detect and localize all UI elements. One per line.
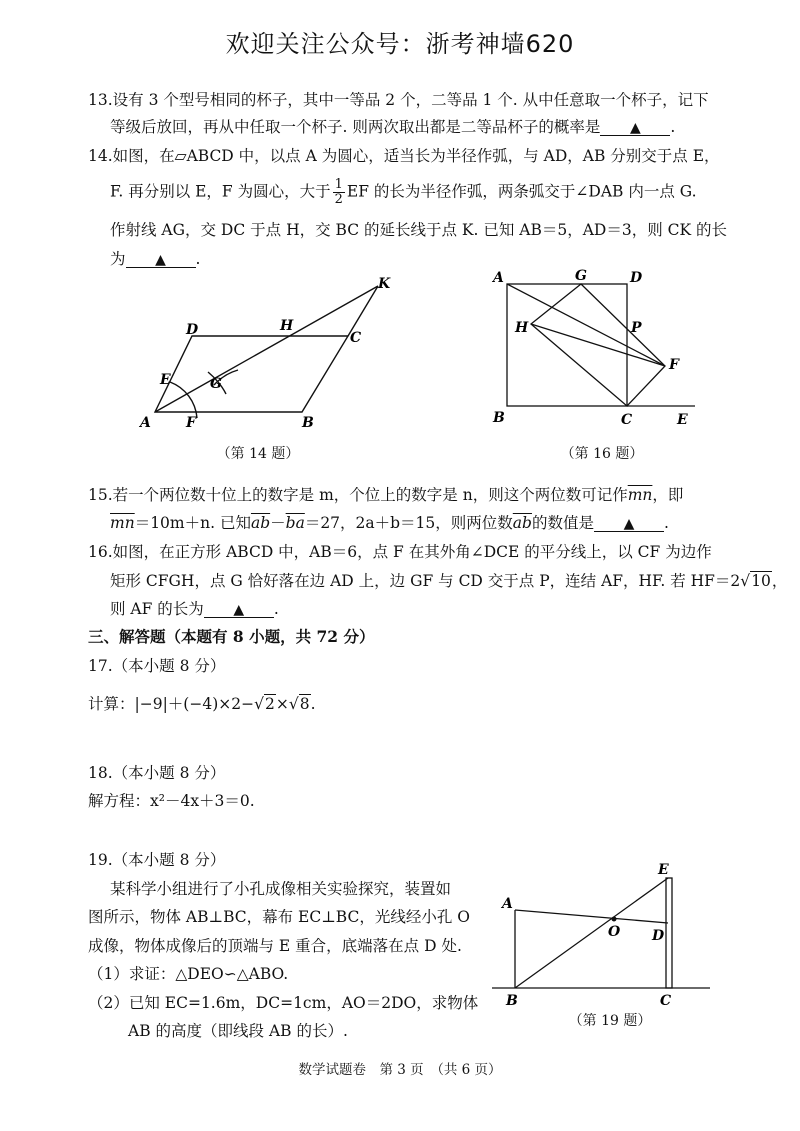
q14-text3: 作射线 AG，交 DC 于点 H，交 BC 的延长线于点 K. 已知 AB＝5，AD＝3，则 CK 的长 xyxy=(110,221,727,239)
q16-line2: 矩形 CFGH，点 G 恰好落在边 AD 上，边 GF 与 CD 交于点 P，连结 AF，HF. 若 HF＝2√10， xyxy=(110,572,788,590)
q15-answer-blank xyxy=(594,516,664,532)
q13-text2: 等级后放回，再从中任取一个杯子. 则两次取出都是二等品杯子的概率是 xyxy=(110,118,601,136)
q19-para3: 成像，物体成像后的顶端与 E 重合，底端落在点 D 处. xyxy=(88,937,462,955)
label-b: B xyxy=(493,410,505,426)
q18-expression: 解方程：x²－4x＋3＝0. xyxy=(88,792,255,810)
label-e: E xyxy=(658,862,669,878)
q14-line2 xyxy=(110,178,697,207)
q13-answer-blank xyxy=(600,120,670,136)
q16-line1 xyxy=(88,542,712,562)
figure-16 xyxy=(485,262,710,437)
q18-title: 18.（本小题 8 分） xyxy=(88,764,226,782)
q19-para1: 某科学小组进行了小孔成像相关实验探究，装置如 xyxy=(110,880,452,898)
q15-text1: 若一个两位数十位上的数字是 m，个位上的数字是 n，则这个两位数可记作 xyxy=(112,486,628,504)
parallelogram-abcd xyxy=(155,336,348,412)
label-f: F xyxy=(186,415,196,431)
q19-title: 19.（本小题 8 分） xyxy=(88,851,226,869)
q15-text1b: ，即 xyxy=(652,486,684,504)
fig19-caption: （第 19 题） xyxy=(568,1013,652,1029)
q19-sub3: AB 的高度（即线段 AB 的长）. xyxy=(128,1022,348,1040)
ray-ag xyxy=(155,286,378,412)
q14-text1: 如图，在▱ABCD 中，以点 A 为圆心，适当长为半径作弧，与 AD，AB 分别交于点 E， xyxy=(112,147,720,165)
q17-expression: 计算：|−9|＋(−4)×2−√2×√8. xyxy=(88,695,316,713)
q14-number: 14. xyxy=(88,147,113,165)
sqrt-8: 8 xyxy=(299,695,310,713)
extension-bc xyxy=(348,286,378,336)
q15-text2c: 的数值是 xyxy=(531,514,594,532)
screen-ec xyxy=(666,878,672,988)
label-g: G xyxy=(575,268,587,284)
q13-number: 13. xyxy=(88,91,113,109)
label-a: A xyxy=(140,415,151,431)
overline-ab-2: $\overline{ab}$ xyxy=(512,514,532,532)
q19-para2: 图所示，物体 AB⊥BC，幕布 EC⊥BC，光线经小孔 O xyxy=(88,908,470,926)
ray-be xyxy=(515,878,668,988)
figure-19 xyxy=(492,860,717,1010)
q15-text2a: ＝10m＋n. 已知 xyxy=(134,514,251,532)
overline-ab: $\overline{ab}$ xyxy=(250,514,271,532)
overline-mn: $\overline{mn}$ xyxy=(627,486,653,504)
pinhole-o xyxy=(612,917,617,922)
label-c: C xyxy=(350,330,362,346)
q16-answer-blank xyxy=(204,602,274,618)
q16-line3: 则 AF 的长为 ▲ . xyxy=(110,600,279,618)
q16-text2a: 矩形 CFGH，点 G 恰好落在边 AD 上，边 GF 与 CD 交于点 P，连结 AF，HF. 若 HF＝2 xyxy=(110,572,741,590)
minus-sign: － xyxy=(270,514,286,532)
q16-text1: 如图，在正方形 ABCD 中，AB＝6，点 F 在其外角∠DCE 的平分线上，以 CF 为边作 xyxy=(112,543,712,561)
label-d: D xyxy=(652,928,665,944)
label-b: B xyxy=(506,993,518,1009)
label-a: A xyxy=(493,270,504,286)
label-e: E xyxy=(160,372,171,388)
q15-line1 xyxy=(88,485,683,505)
fig14-caption: （第 14 题） xyxy=(216,446,300,462)
label-h: H xyxy=(280,318,294,334)
sqrt-10: 10 xyxy=(751,572,771,590)
square-abcd xyxy=(507,284,627,406)
label-b: B xyxy=(302,415,314,431)
q14-text2b: EF 的长为半径作弧，两条弧交于∠DAB 内一点 G. xyxy=(346,182,697,201)
label-d: D xyxy=(186,322,199,338)
q16-number: 16. xyxy=(88,543,113,561)
q19-sub1: （1）求证：△DEO∽△ABO. xyxy=(88,965,289,983)
q14-line3 xyxy=(110,220,727,240)
blank-marker-icon: ▲ xyxy=(623,516,635,532)
label-d: D xyxy=(630,270,643,286)
fraction-one-half: $\frac{1}{2}$ xyxy=(334,177,343,207)
label-h: H xyxy=(515,320,529,336)
q13-text1: 设有 3 个型号相同的杯子，其中一等品 2 个，二等品 1 个. 从中任意取一个杯子，记下 xyxy=(112,91,709,109)
q14-text2a: F. 再分别以 E，F 为圆心，大于 xyxy=(110,182,331,201)
q14-line1 xyxy=(88,146,720,166)
q14-answer-blank xyxy=(126,252,196,268)
q17-title: 17.（本小题 8 分） xyxy=(88,657,226,675)
overline-mn-2: $\overline{mn}$ xyxy=(110,514,135,532)
label-g: G xyxy=(210,376,222,392)
q15-number: 15. xyxy=(88,486,113,504)
page-footer: 数学试题卷 第 3 页 （共 6 页） xyxy=(298,1062,502,1078)
ray-ad xyxy=(515,910,668,923)
blank-marker-icon: ▲ xyxy=(155,252,166,268)
blank-marker-icon: ▲ xyxy=(629,120,641,136)
q14-line4: 为 ▲ . xyxy=(110,250,201,268)
label-f: F xyxy=(669,357,679,373)
page-header: 欢迎关注公众号：浙考神墙620 xyxy=(225,30,575,58)
q15-text2b: ＝27，2a＋b＝15，则两位数 xyxy=(304,514,513,532)
q14-text4: 为 xyxy=(110,250,126,268)
label-c: C xyxy=(621,412,633,428)
q15-line2: $\overline{mn}=10m+n$. 已知$\overline{ab}-\overline{ba}=27$，2a＋b＝15，则两位数$\overline{ab}$的数值是 ▲ . xyxy=(110,514,669,532)
sqrt-2: 2 xyxy=(264,695,275,713)
label-k: K xyxy=(378,276,391,292)
q13-line2: 等级后放回，再从中任取一个杯子. 则两次取出都是二等品杯子的概率是 ▲ . xyxy=(110,118,676,136)
section-heading: 三、解答题（本题有 8 小题，共 72 分） xyxy=(88,627,375,646)
fig16-caption: （第 16 题） xyxy=(560,446,644,462)
overline-ba: $\overline{ba}$ xyxy=(285,514,305,532)
q16-text3: 则 AF 的长为 xyxy=(110,600,204,618)
figure-14 xyxy=(130,270,410,440)
label-c: C xyxy=(660,993,672,1009)
q19-sub2: （2）已知 EC=1.6m，DC=1cm，AO＝2DO，求物体 xyxy=(88,994,479,1012)
blank-marker-icon: ▲ xyxy=(233,602,245,618)
segment-hf xyxy=(531,324,665,366)
label-e: E xyxy=(677,412,688,428)
q13-line1 xyxy=(88,90,709,110)
label-o: O xyxy=(608,924,621,940)
label-p: P xyxy=(631,320,642,336)
label-a: A xyxy=(502,896,513,912)
